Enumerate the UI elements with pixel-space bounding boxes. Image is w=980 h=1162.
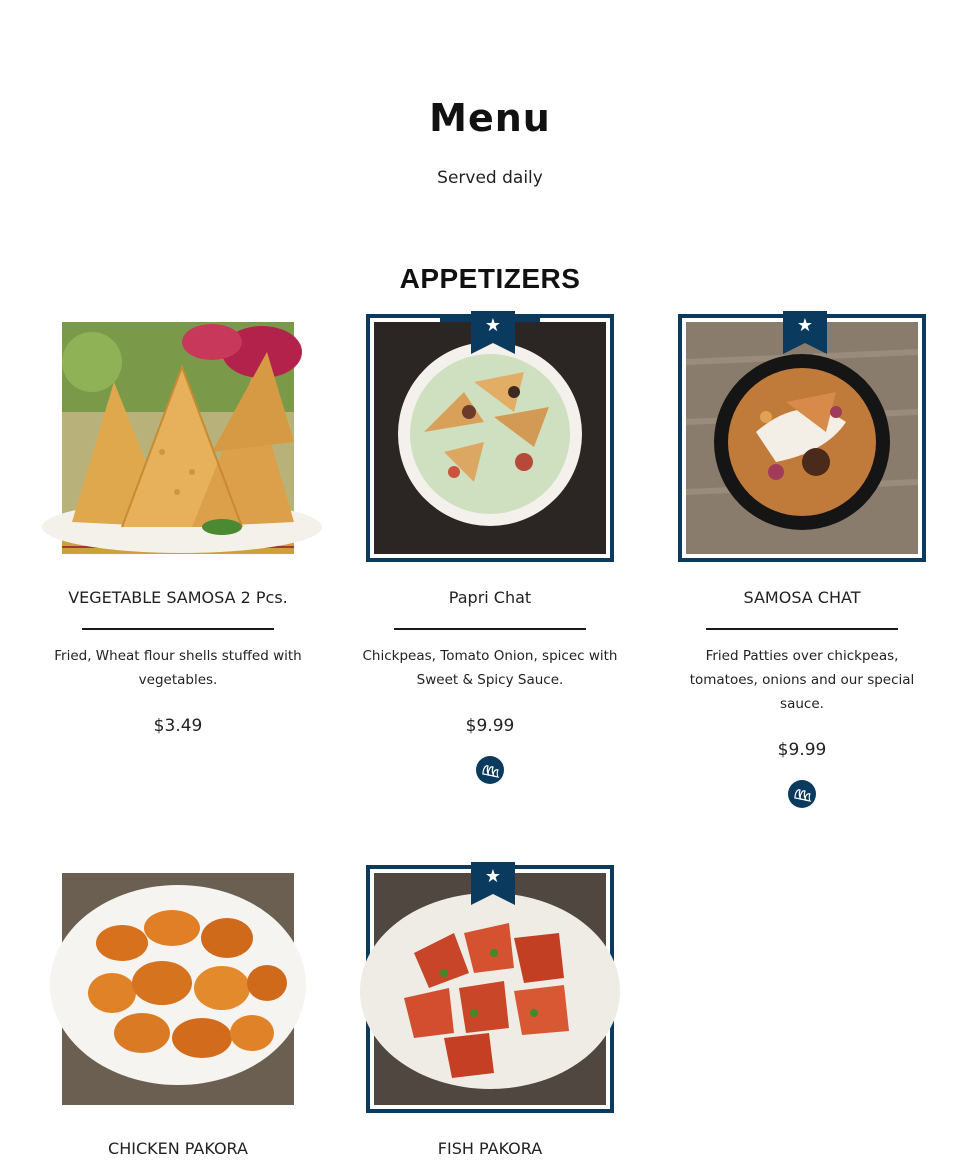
featured-ribbon bbox=[783, 311, 827, 354]
item-price: $3.49 bbox=[153, 716, 203, 736]
star-icon: ★ bbox=[484, 315, 502, 336]
star-icon: ★ bbox=[484, 866, 502, 887]
item-divider bbox=[82, 628, 274, 630]
papri-chat-photo bbox=[374, 322, 606, 554]
chicken-pakora-photo bbox=[62, 873, 294, 1105]
menu-item-chicken-pakora bbox=[46, 873, 310, 1162]
featured-ribbon bbox=[471, 311, 515, 354]
item-price: $9.99 bbox=[777, 740, 827, 760]
page-title: Menu bbox=[429, 96, 551, 140]
chili-icon bbox=[476, 756, 504, 784]
item-price: $9.99 bbox=[465, 716, 515, 736]
item-description: Fried, Wheat flour shells stuffed with vegetables. bbox=[54, 648, 302, 688]
star-icon: ★ bbox=[796, 315, 814, 336]
item-description: Chickpeas, Tomato Onion, spicec with Sweet & Spicy Sauce. bbox=[362, 648, 618, 688]
menu-item-fish-pakora bbox=[358, 866, 622, 1162]
page-subtitle: Served daily bbox=[437, 168, 543, 188]
item-divider bbox=[394, 628, 586, 630]
item-name: CHICKEN PAKORA bbox=[108, 1139, 248, 1158]
menu-item-vegetable-samosa bbox=[46, 322, 310, 736]
featured-ribbon bbox=[471, 862, 515, 905]
menu-item-papri-chat bbox=[358, 315, 622, 784]
section-title: APPETIZERS bbox=[399, 263, 581, 294]
menu-item-samosa-chat bbox=[670, 315, 934, 808]
samosa-photo bbox=[62, 322, 294, 554]
samosa-chat-photo bbox=[686, 322, 918, 554]
fish-pakora-photo bbox=[374, 873, 606, 1105]
item-name: SAMOSA CHAT bbox=[743, 588, 861, 607]
item-description: Fried Patties over chickpeas, tomatoes, onions and our special sauce. bbox=[689, 648, 915, 712]
chili-icon bbox=[788, 780, 816, 808]
item-name: Papri Chat bbox=[448, 588, 532, 607]
item-divider bbox=[706, 628, 898, 630]
item-name: FISH PAKORA bbox=[437, 1139, 543, 1158]
item-name: VEGETABLE SAMOSA 2 Pcs. bbox=[68, 588, 288, 607]
